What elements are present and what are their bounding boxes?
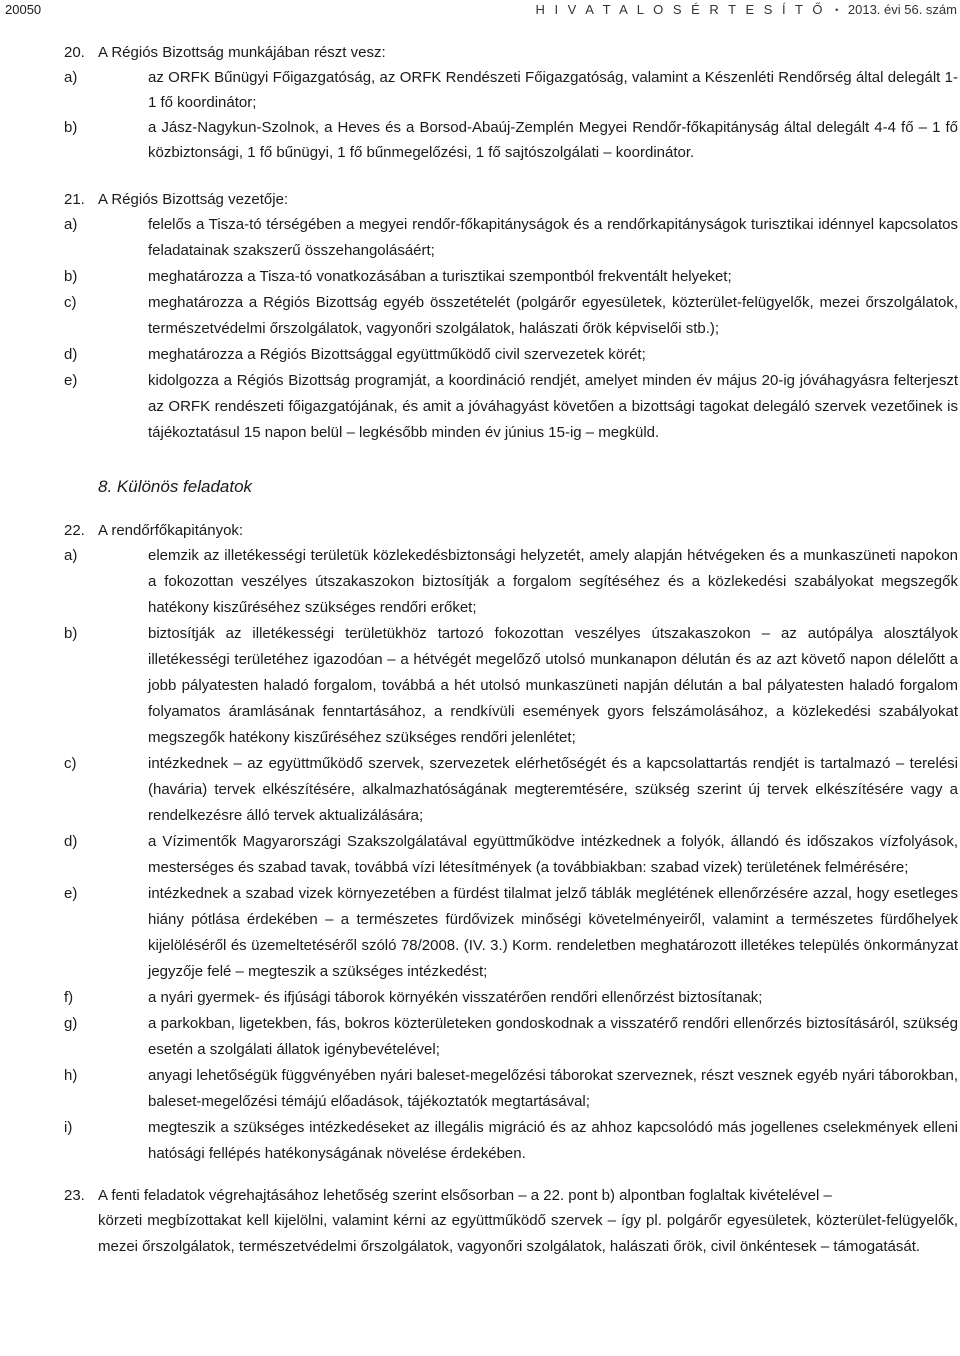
section-heading	[64, 518, 958, 543]
item-letter: d)	[64, 346, 78, 363]
section-body: körzeti megbízottakat kell kijelölni, valamint kérni az együttműködő szervek – így pl. polgárőr egyesületek, közterület-felügyelők, mezei őrszolgálatok, természetvédelmi őrszolgálatok, vagyonőri szolgálatok, halászati őrök, civil önkéntesek – támogatását.	[98, 1212, 958, 1255]
item-letter: b)	[64, 625, 78, 642]
item-text: a nyári gyermek- és ifjúsági táborok környékén visszatérően rendőri ellenőrzést biztosítanak;	[148, 989, 763, 1006]
list-item	[64, 1115, 958, 1167]
section-heading	[64, 187, 958, 212]
item-letter: b)	[64, 268, 78, 285]
header-separator: •	[835, 5, 839, 15]
list-item	[64, 1011, 958, 1063]
item-text: meghatározza a Régiós Bizottság egyéb összetételét (polgárőr egyesületek, közterület-felügyelők, mezei őrszolgálatok, természetvédelmi őrszolgálatok, vagyonőri szolgálatok, halászati őrök képviselői stb.);	[148, 294, 958, 337]
chapter-heading: 8. Különös feladatok	[98, 477, 253, 496]
item-letter: h)	[64, 1067, 78, 1084]
item-letter: g)	[64, 1015, 78, 1032]
item-text: kidolgozza a Régiós Bizottság programját, a koordináció rendjét, amelyet minden év május 20-ig jóváhagyásra felterjeszt az ORFK rendészeti főigazgatójának, és amit a jóváhagyást követően a bizottsági tagokat delegáló szervek vezetőinek is tájékoztatásul 15 napon belül – legkésőbb minden év június 15-ig – megküld.	[148, 372, 958, 441]
list-item	[64, 342, 958, 368]
section-heading	[64, 40, 958, 65]
section-title: A Régiós Bizottság vezetője:	[98, 191, 289, 208]
section-title: A Régiós Bizottság munkájában részt vesz:	[98, 44, 386, 61]
item-text: megteszik a szükséges intézkedéseket az illegális migráció és az ahhoz kapcsolódó más jogellenes cselekmények elleni hatósági fellépés hatékonyságának növelése érdekében.	[148, 1119, 958, 1162]
list-item	[64, 264, 958, 290]
section-heading	[64, 1183, 958, 1208]
item-letter: i)	[64, 1119, 73, 1136]
list-item	[64, 751, 958, 829]
list-item	[64, 65, 958, 115]
item-text: felelős a Tisza-tó térségében a megyei rendőr-főkapitányságok és a rendőrkapitányságok turisztikai idénnyel kapcsolatos feladatainak szakszerű összehangolásáért;	[148, 216, 958, 259]
section-title: A rendőrfőkapitányok:	[98, 522, 244, 539]
item-text: meghatározza a Régiós Bizottsággal együttműködő civil szervezetek körét;	[148, 346, 646, 363]
issue-number: 2013. évi 56. szám	[847, 2, 957, 17]
journal-name: H I V A T A L O S É R T E S Í T Ő	[535, 2, 826, 17]
item-letter: a)	[64, 216, 78, 233]
item-text: a Jász-Nagykun-Szolnok, a Heves és a Borsod-Abaúj-Zemplén Megyei Rendőr-főkapitányság által delegált 4-4 fő – 1 fő közbiztonsági, 1 fő bűnügyi, 1 fő bűnmegelőzési, 1 fő sajtószolgálati – koordinátor.	[148, 119, 958, 161]
list-item	[64, 290, 958, 342]
running-head	[535, 2, 957, 17]
item-letter: e)	[64, 372, 78, 389]
section-21	[64, 187, 958, 446]
section-20	[64, 40, 958, 165]
item-letter: f)	[64, 989, 74, 1006]
item-letter: a)	[64, 69, 78, 86]
item-text: intézkednek – az együttműködő szervek, szervezetek elérhetőségét és a kapcsolattartás rendjét is tartalmazó – terelési (havária) tervek elkészítésére, alkalmazhatóságának megteremtésére, szükség szerint új tervek elkészítésére vagy a rendelkezésre álló tervek aktualizálására;	[148, 755, 958, 824]
item-text: meghatározza a Tisza-tó vonatkozásában a turisztikai szempontból frekventált helyeket;	[148, 268, 732, 285]
page-header	[0, 0, 960, 22]
item-text: biztosítják az illetékességi területükhöz tartozó fokozottan veszélyes útszakaszokon – az autópálya alosztályok illetékességi területéhez igazodóan – a hétvégét megelőző utolsó munkanapon délután és az azt követő napon délelőtt a jobb pályatesten haladó forgalom, továbbá a hét utolsó munkaszüneti napján délután a bal pályatesten haladó forgalom folyamatos áramlásának fenntartásához, a rendkívüli események gyors felszámolásához, a közlekedési szabályokat megszegők hatékony kiszűréséhez szükséges rendőri jelenlétet;	[148, 625, 958, 746]
item-text: az ORFK Bűnügyi Főigazgatóság, az ORFK Rendészeti Főigazgatóság, valamint a Készenléti Rendőrség által delegált 1-1 fő koordinátor;	[148, 69, 958, 111]
list-item	[64, 829, 958, 881]
item-letter: b)	[64, 119, 78, 136]
list-item	[64, 621, 958, 751]
list-item	[64, 368, 958, 446]
list-item	[64, 881, 958, 985]
list-item	[64, 212, 958, 264]
section-number: 21.	[64, 191, 85, 208]
item-letter: c)	[64, 294, 77, 311]
item-letter: c)	[64, 755, 77, 772]
item-text: a parkokban, ligetekben, fás, bokros közterületeken gondoskodnak a visszatérő rendőri ellenőrzés biztosításáról, szükség esetén a szolgálati állatok igénybevételével;	[148, 1015, 958, 1058]
list-item	[64, 985, 958, 1011]
list-item	[64, 115, 958, 165]
item-letter: e)	[64, 885, 78, 902]
section-22	[64, 518, 958, 1167]
section-number: 20.	[64, 44, 85, 61]
page-number: 20050	[5, 2, 42, 17]
item-text: anyagi lehetőségük függvényében nyári baleset-megelőzési táborokat szerveznek, részt vesznek egyéb nyári táborokban, baleset-megelőzési témájú előadások, tájékoztatók megtartásával;	[148, 1067, 958, 1110]
document-body	[64, 40, 958, 1260]
item-text: a Vízimentők Magyarországi Szakszolgálatával együttműködve intézkednek a folyók, állandó és időszakos vízfolyások, mesterséges és szabad tavak, továbbá vízi létesítmények (a továbbiakban: szabad vizek) területének felmérésére;	[148, 833, 958, 876]
section-first-line: A fenti feladatok végrehajtásához lehetőség szerint elsősorban – a 22. pont b) alpontban foglaltak kivételével –	[98, 1187, 832, 1204]
item-text: elemzik az illetékességi területük közlekedésbiztonsági helyzetét, amely alapján hétvégeken és a munkaszüneti napokon a fokozottan veszélyes útszakaszokon biztosítják a forgalom segítéséhez és a közlekedési szabályokat megszegők hatékony kiszűréséhez szükséges rendőri erőket;	[148, 547, 958, 616]
list-item	[64, 543, 958, 621]
list-item	[64, 1063, 958, 1115]
item-letter: d)	[64, 833, 78, 850]
section-23	[64, 1183, 958, 1260]
item-letter: a)	[64, 547, 78, 564]
section-number: 22.	[64, 522, 85, 539]
section-number: 23.	[64, 1187, 85, 1204]
item-text: intézkednek a szabad vizek környezetében a fürdést tilalmat jelző táblák meglétének ellenőrzésére azzal, hogy esetleges hiány pótlása érdekében – a természetes fürdővizek minőségi követelményeiről, valamint a természetes fürdőhelyek kijelöléséről és üzemeltetéséről szóló 78/2008. (IV. 3.) Korm. rendeletben meghatározott illetékes település önkormányzat jegyzője felé – megteszik a szükséges intézkedést;	[148, 885, 958, 980]
